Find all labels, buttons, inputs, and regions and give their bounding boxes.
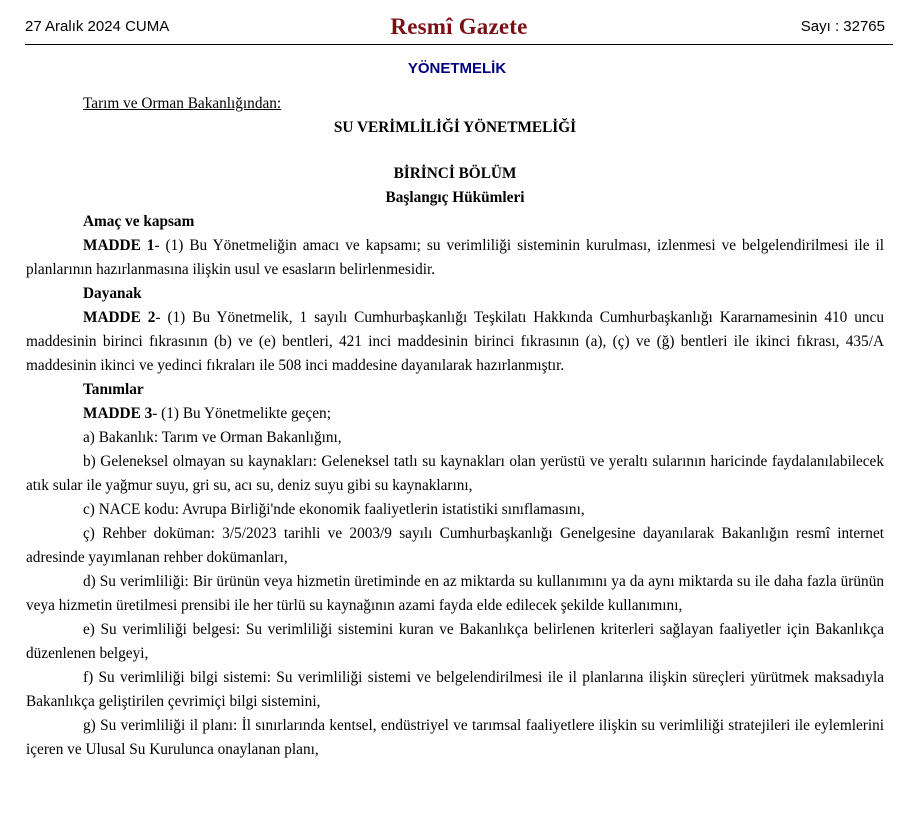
article-3-text: - (1) Bu Yönetmelikte geçen; — [152, 405, 331, 422]
section-title: YÖNETMELİK — [407, 60, 507, 77]
definition-e: e) Su verimliliği belgesi: Su verimliliği sistemini kuran ve Bakanlıkça belirlenen kriterleri sağlayan faaliyetler için Bakanlıkça düzenlenen belgeyi, — [26, 621, 884, 662]
article-2-text: - (1) Bu Yönetmelik, 1 sayılı Cumhurbaşkanlığı Teşkilatı Hakkında Cumhurbaşkanlığı Kararnamesinin 410 uncu maddesinin birinci fıkrasının (b) ve (e) bentleri, 421 inci maddesinin birinci fıkrasının (a), (ç) ve (ğ) bentleri ile ikinci fıkrası, 435/A maddesinin ikinci ve yedinci fıkraları ile 508 inci maddesine dayanılarak hazırlanmıştır. — [26, 309, 884, 374]
definition-b: b) Geleneksel olmayan su kaynakları: Geleneksel tatlı su kaynakları olan yerüstü ve yeraltı sularının haricinde faydalanılabilecek atık sular ile yağmur suyu, gri su, acı su, deniz suyu gibi su kaynaklarını, — [26, 453, 884, 494]
definition-c: c) NACE kodu: Avrupa Birliği'nde ekonomik faaliyetlerin istatistiki sınıflamasını, — [83, 501, 585, 518]
article-1-heading: Amaç ve kapsam — [83, 213, 195, 230]
definition-a: a) Bakanlık: Tarım ve Orman Bakanlığını, — [83, 429, 342, 446]
regulation-title: SU VERİMLİLİĞİ YÖNETMELİĞİ — [333, 119, 577, 136]
article-2-heading: Dayanak — [83, 285, 142, 302]
definition-c-cedilla: ç) Rehber doküman: 3/5/2023 tarihli ve 2003/9 sayılı Cumhurbaşkanlığı Genelgesine dayanılarak Bakanlığın resmî internet adresinde yayımlanan rehber dokümanları, — [26, 525, 884, 566]
definition-g: g) Su verimliliği il planı: İl sınırlarında kentsel, endüstriyel ve tarımsal faaliyetlere ilişkin su verimliliği stratejileri ile eylemlerini içeren ve Ulusal Su Kurulunca onaylanan planı, — [26, 717, 884, 758]
issue-date: 27 Aralık 2024 CUMA — [25, 18, 170, 35]
ministry-line: Tarım ve Orman Bakanlığından: — [83, 95, 282, 112]
part-title: BİRİNCİ BÖLÜM — [393, 165, 517, 182]
article-3-label: MADDE 3 — [83, 405, 153, 422]
article-1-text: - (1) Bu Yönetmeliğin amacı ve kapsamı; su verimliliği sisteminin kurulması, izlenmesi ve belgelendirilmesi ile il planlarının hazırlanmasına ilişkin usul ve esasların belirlenmesidir. — [26, 237, 884, 278]
definition-d: d) Su verimliliği: Bir ürünün veya hizmetin üretiminde en az miktarda su kullanımını ya da aynı miktarda su ile daha fazla ürünün veya hizmetin üretilmesi prensibi ile her türlü su kaynağının azami fayda elde edilecek şekilde kullanımını, — [26, 573, 884, 614]
article-2-paragraph — [26, 306, 884, 378]
article-1-paragraph — [26, 234, 884, 282]
issue-number: Sayı : 32765 — [800, 18, 885, 35]
article-3-paragraph — [26, 402, 884, 426]
article-2-label: MADDE 2 — [83, 309, 156, 326]
gazette-title: Resmî Gazete — [390, 14, 528, 39]
masthead — [25, 8, 893, 45]
document-body — [26, 92, 884, 762]
article-3-heading: Tanımlar — [83, 381, 144, 398]
definition-f: f) Su verimliliği bilgi sistemi: Su verimliliği sistemi ve belgelendirilmesi ile il planlarına ilişkin süreçleri yürütmek maksadıyla Bakanlıkça geliştirilen çevrimiçi bilgi sistemini, — [26, 669, 884, 710]
article-1-label: MADDE 1 — [83, 237, 155, 254]
part-subtitle: Başlangıç Hükümleri — [385, 189, 525, 206]
